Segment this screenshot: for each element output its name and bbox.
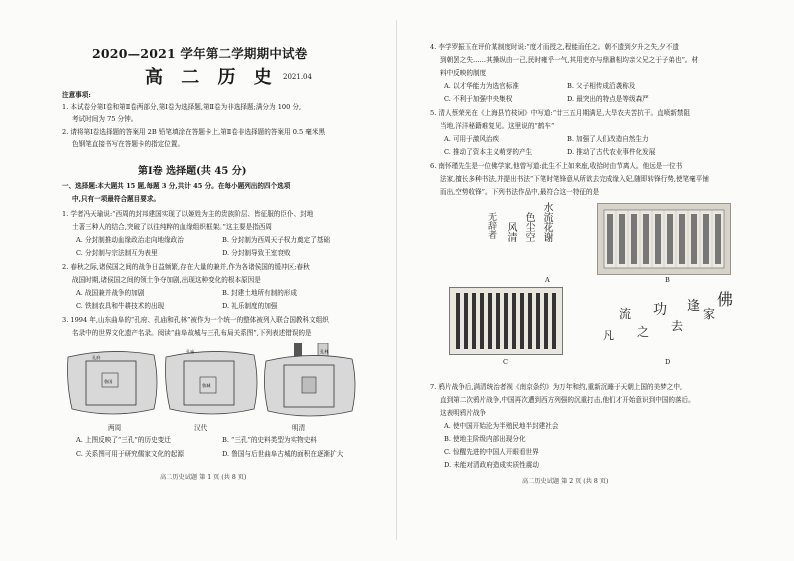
q2-option-b[interactable]: B. 封建土地所有制的形成: [222, 289, 297, 297]
q7-option-a[interactable]: A. 使中国开始沦为半殖民地半封建社会: [444, 422, 559, 430]
q3-option-c[interactable]: C. 关系图可用于研究儒家文化的起源: [76, 450, 184, 458]
calligraphy-d-char: 流: [619, 307, 632, 321]
q7-stem: 7. 鸦片战争后,满清统治者视《南京条约》为万年和约,重新沉睡于天朝上国的美梦之中,: [430, 383, 683, 391]
map-label-kongfu: 孔府: [92, 355, 101, 360]
map-label-luguo: 鲁国: [104, 379, 113, 384]
subject-title: 高 二 历 史: [145, 67, 278, 88]
map-caption-han: 汉代: [194, 424, 208, 432]
q5-stem: 5. 清人蔡荣光在《上海县竹枝词》中写道:“廿三五月期满足,大旱农夫苦抗干。直喷新禁阻: [430, 109, 691, 117]
q1-stem: 1. 学者冯天瑜说:“西周的封邦建国实现了以姬姓为主的贵族阶层、皆征服的臣仆、封地: [62, 210, 314, 218]
q5-option-c[interactable]: C. 推动了资本主义萌芽的产生: [444, 148, 533, 156]
calligraphy-a-col: 风清: [505, 222, 516, 242]
calligraphy-a-col: 水流花谢: [541, 202, 552, 242]
map-zhou: [68, 351, 158, 414]
q4-option-d[interactable]: D. 最突出的特点是等级森严: [567, 95, 649, 103]
note-line: 1. 本试卷分第Ⅰ卷和第Ⅱ卷两部分,第Ⅰ卷为选择题,第Ⅱ卷为非选择题;满分为 100 分,: [62, 103, 302, 111]
calligraphy-a-col: 色尘空: [523, 212, 534, 242]
section-intro: 一、选择题:本大题共 15 题,每题 3 分,共计 45 分。在每小题列出的四个选项: [62, 182, 291, 190]
note-line: 色钢笔直接书写在答题卡的指定位置。: [72, 140, 185, 148]
section-intro: 中,只有一项最符合题目要求。: [72, 195, 161, 203]
q3-option-b[interactable]: B. “三孔”的史料类型为实物史料: [222, 436, 317, 444]
map-label-konglin: 孔林: [320, 349, 329, 354]
q7-stem: 直到第二次鸦片战争,中国再次遭到西方列强的沉重打击,他们才开始意识到中国的落后。: [440, 396, 695, 404]
calligraphy-b-grid: [598, 204, 730, 274]
map-ming-qing: [264, 343, 355, 416]
q3-stem: 3. 1994 年,山东曲阜的“孔府、孔庙和孔林”被作为一个统一的整体被列入联合国教科文组织: [62, 316, 329, 324]
calligraphy-d[interactable]: [585, 287, 745, 357]
q3-option-d[interactable]: D. 鲁国与后世曲阜古城的面积在逐渐扩大: [222, 450, 344, 458]
calligraphy-d-char: 之: [637, 325, 650, 339]
calligraphy-c[interactable]: [449, 287, 563, 355]
q4-stem: 4. 李学罗振玉在评价某制度时说:“度才而授之,程能而任之。朝不遗到夕升之失,夕不遗: [430, 43, 679, 51]
section-title: 第Ⅰ卷 选择题(共 45 分): [138, 166, 247, 177]
exam-date: 2021.04: [283, 73, 312, 81]
q4-option-b[interactable]: B. 父子相传成沿袭称及: [567, 82, 636, 90]
calligraphy-d-char: 凡: [603, 329, 614, 342]
q4-option-c[interactable]: C. 不利于加强中央集权: [444, 95, 513, 103]
q7-option-c[interactable]: C. 惊醒先进的中国人开眼看世界: [444, 448, 539, 456]
exam-title: 2020—2021 学年第二学期期中试卷: [92, 46, 308, 61]
note-line: 考试时间为 75 分钟。: [72, 115, 138, 123]
q5-option-a[interactable]: A. 可用于激风治疾: [444, 135, 500, 143]
q5-option-b[interactable]: B. 加强了人们改造自然生力: [567, 135, 649, 143]
option-label-d: D: [665, 358, 671, 366]
map-caption-zhou: 两周: [108, 424, 122, 432]
calligraphy-d-char: 逢: [687, 299, 701, 314]
q3-stem: 名录中的世界文化遗产名录。阅读“曲阜故城与三孔布局关系图”,下列表述错误的是: [72, 329, 312, 337]
q2-stem: 战国时期,诸侯国之间的领土争夺加剧,出现这种变化的根本原因是: [72, 276, 261, 284]
calligraphy-d-char: 佛: [717, 290, 734, 309]
map-label-lucheng: 鲁城: [202, 383, 211, 388]
notes-title: 注意事项:: [62, 91, 91, 99]
q1-option-d[interactable]: D. 分封制导致王室衰败: [222, 249, 291, 257]
calligraphy-d-char: 功: [653, 302, 667, 318]
option-label-c: C: [503, 358, 509, 366]
q2-option-d[interactable]: D. 礼乐制度的加强: [222, 302, 278, 310]
q1-option-c[interactable]: C. 分封制与宗法制互为表里: [76, 249, 158, 257]
q6-stem: 法家,擅长多种书法,并提出书法“下笔时笔锋意从所欲去完成缘入妃,随即转锋行势,使笔毫平铺: [440, 175, 709, 183]
note-line: 2. 请将第Ⅰ卷选择题的答案用 2B 铅笔填涂在答题卡上,第Ⅱ卷非选择题的答案用 0.5 毫米黑: [62, 128, 326, 136]
q7-option-b[interactable]: B. 使地主阶级内部出现分化: [444, 435, 526, 443]
option-label-b: B: [665, 276, 670, 284]
q2-option-a[interactable]: A. 战国兼并战争的加剧: [76, 289, 145, 297]
q4-option-a[interactable]: A. 以才华能力为选官标准: [444, 82, 519, 90]
calligraphy-d-char: 家: [703, 307, 716, 321]
q4-stem: 料中反映的制度: [440, 69, 487, 77]
map-caption-ming-qing: 明清: [292, 424, 306, 432]
page-footer: 高二历史试题 第 2 页 (共 8 页): [522, 478, 609, 485]
qufu-layout-maps: [62, 343, 362, 423]
calligraphy-a[interactable]: [477, 200, 567, 272]
q1-option-b[interactable]: B. 分封制为西周天子权力奠定了基础: [222, 236, 330, 244]
right-page: [397, 0, 794, 561]
q7-stem: 这表明鸦片战争: [440, 409, 487, 417]
q3-option-a[interactable]: A. 上图反映了“三孔”的历史变迁: [76, 436, 171, 444]
option-label-a: A: [545, 276, 550, 284]
map-han: [166, 348, 258, 414]
q7-option-d[interactable]: D. 未能对清政府造成实质性震动: [444, 461, 539, 469]
calligraphy-d-char: 去: [671, 319, 684, 333]
q5-option-d[interactable]: D. 推动了古代农业事件化发展: [567, 148, 656, 156]
q6-stem: 而出,空势收锋”。下列书法作品中,最符合这一特征的是: [440, 188, 600, 196]
calligraphy-b[interactable]: [597, 203, 731, 275]
q5-stem: 当地,洋洋秘籍难复见。这里说的“鹤车”: [440, 122, 555, 130]
page-footer: 高二历史试题 第 1 页 (共 8 页): [160, 474, 247, 481]
calligraphy-a-col: 无辞者: [486, 212, 496, 239]
q4-stem: 到朝罢之失……其操纵由一己,民时雍乎一气,其用吏亦与鼎鼐相均亲父兄之于子弟也”。材: [440, 56, 699, 64]
q2-stem: 2. 春秋之际,诸侯国之间的战争日益频繁,存在大量的兼并,作为各诸侯国的缓冲区;春秋: [62, 263, 310, 271]
q6-stem: 6. 南怀瑾先生是一位佛学家,他曾写道:此生不上如来座,收拾时由节离人。他远是一位书: [430, 162, 683, 170]
q2-option-c[interactable]: C. 铁制农具和牛耕技术的出现: [76, 302, 165, 310]
calligraphy-c-text-block: [450, 288, 562, 354]
q1-stem: 土著三种人的结合,突破了以往纯粹的血缘组织框架。”这主要是指西周: [72, 223, 272, 231]
map-label-kongmiao: 孔庙: [186, 349, 195, 354]
q1-option-a[interactable]: A. 分封制推动血缘政治走向地缘政治: [76, 236, 184, 244]
